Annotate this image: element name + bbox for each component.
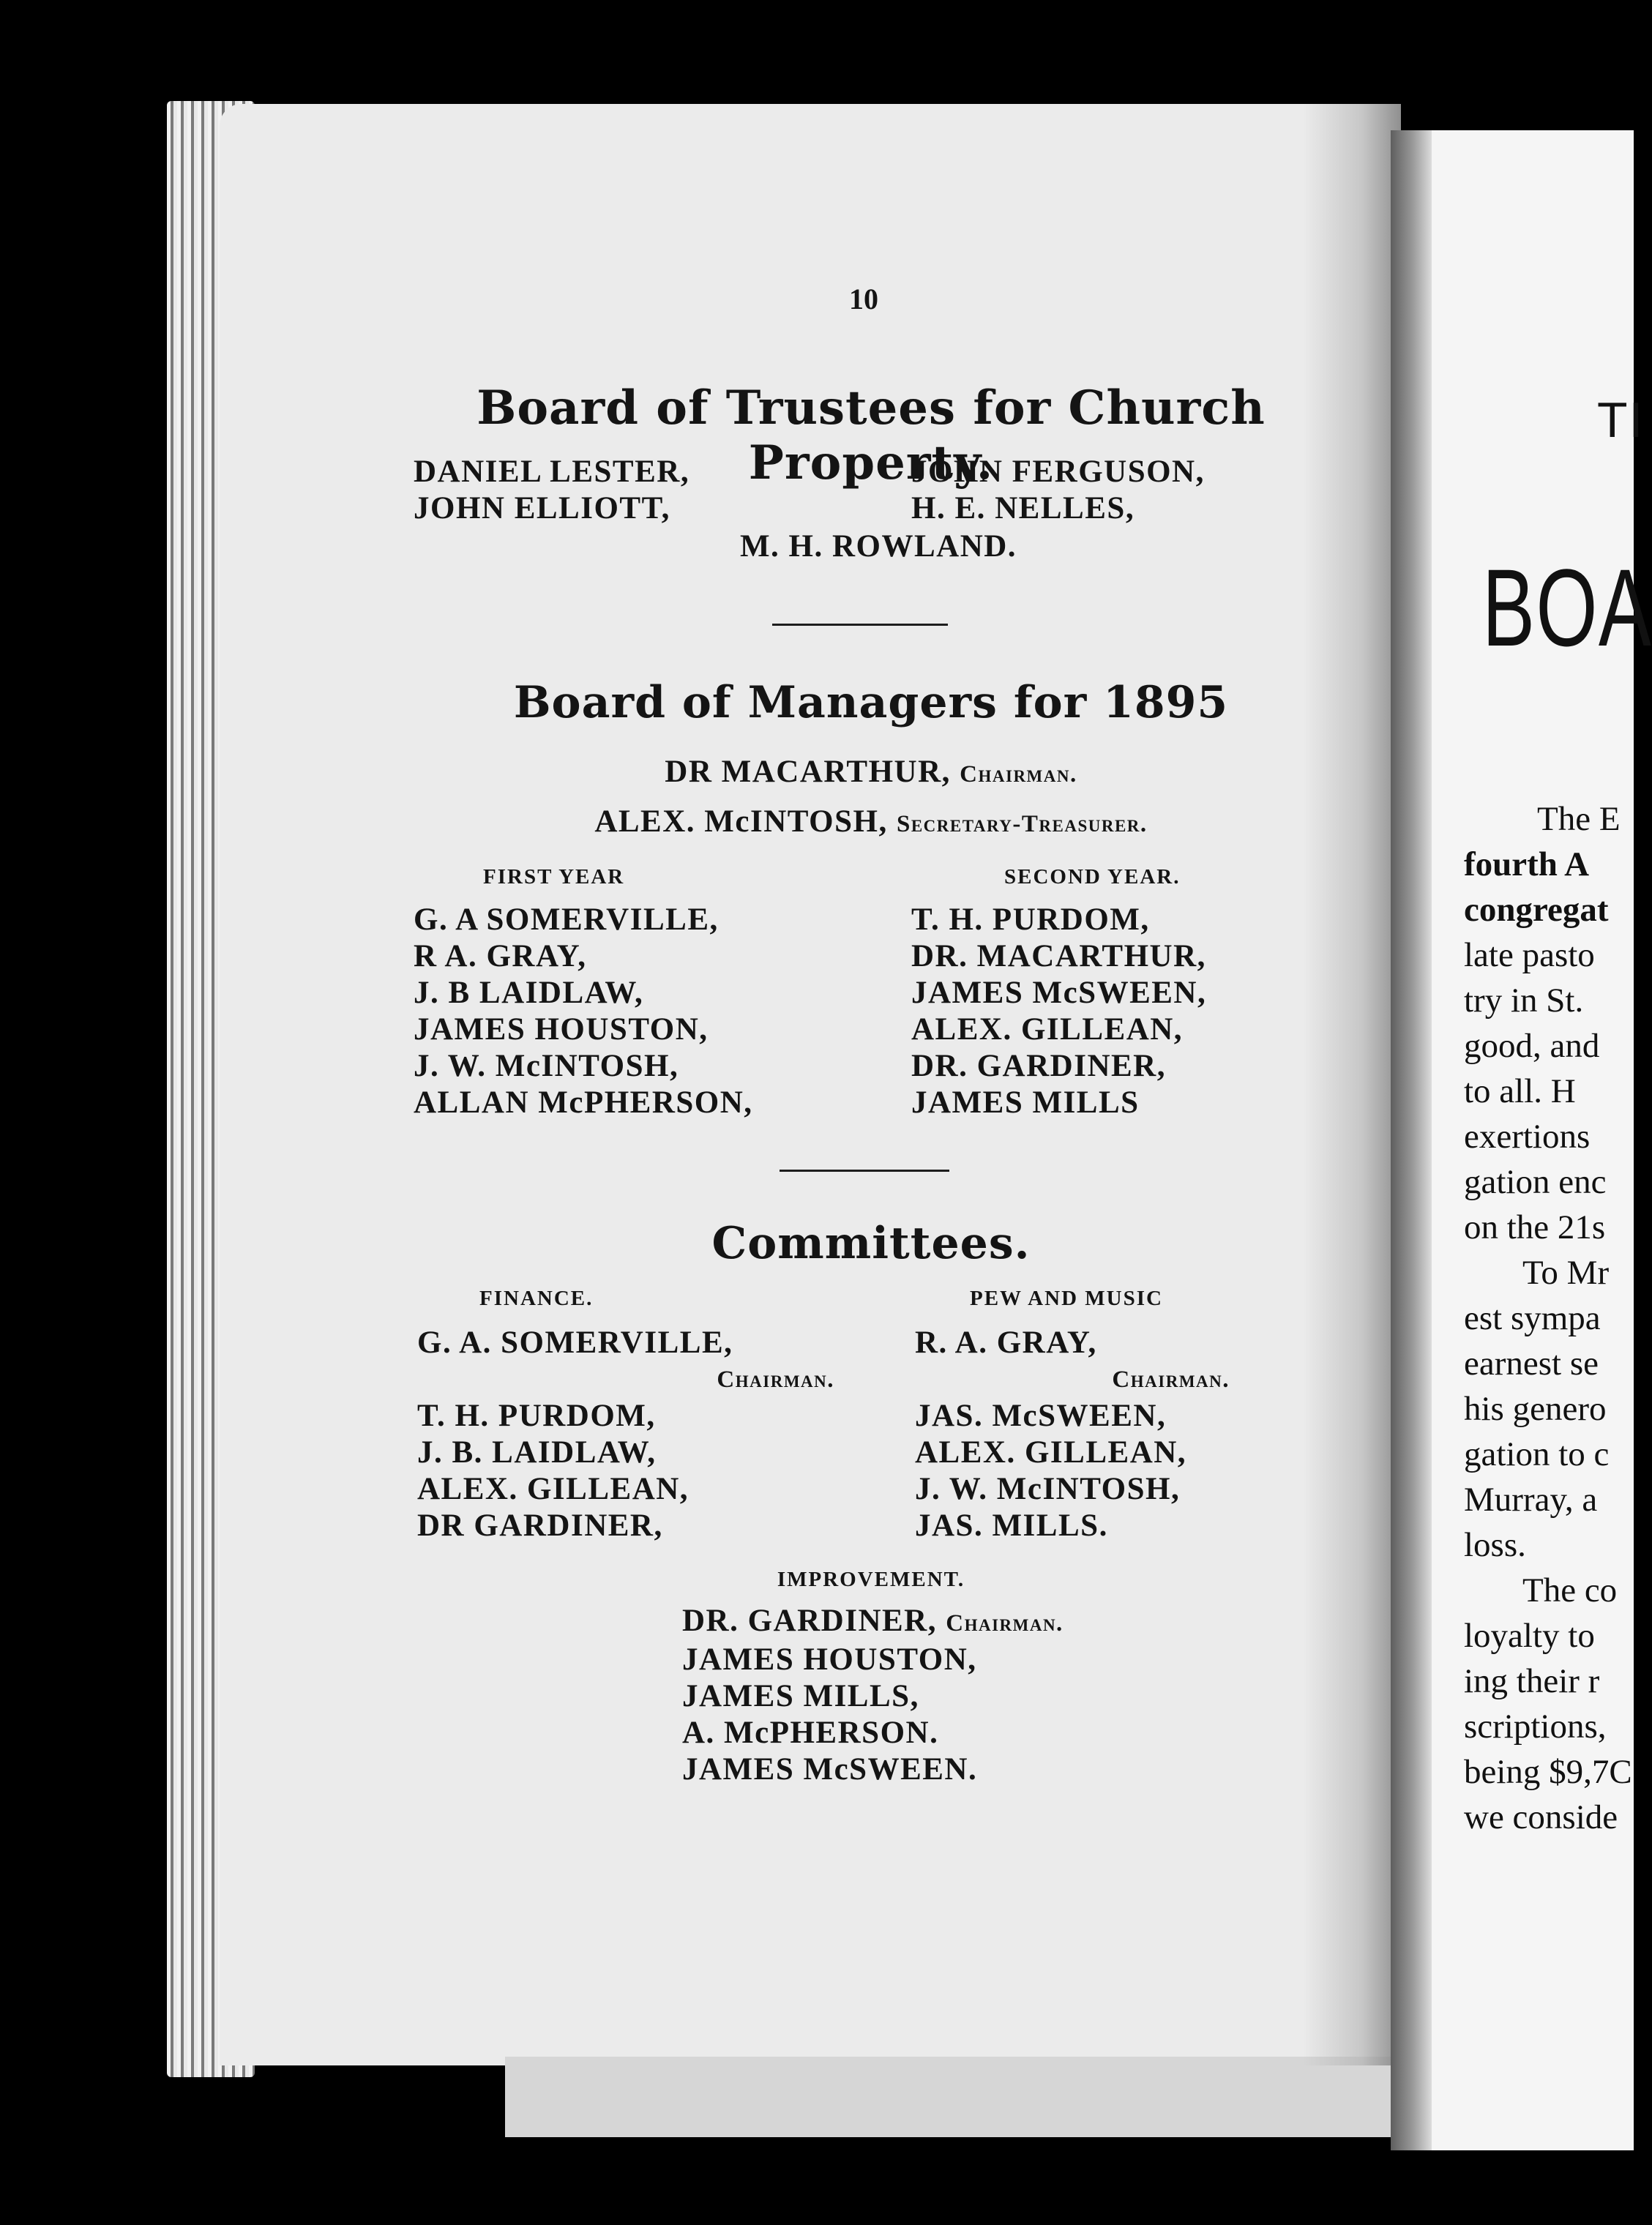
pew-music-committee-list bbox=[915, 1325, 1244, 1544]
body-line: to all. H bbox=[1464, 1072, 1576, 1110]
body-line: we conside bbox=[1464, 1798, 1618, 1836]
body-line: earnest se bbox=[1464, 1345, 1599, 1383]
manager-name: DR. GARDINER, bbox=[911, 1049, 1166, 1083]
trustees-heading: Board of Trustees for Church Property. bbox=[476, 381, 1266, 490]
improvement-chair: DR. GARDINER, bbox=[682, 1604, 937, 1638]
committee-member: ALEX. GILLEAN, bbox=[417, 1472, 689, 1506]
committee-member: JAMES HOUSTON, bbox=[682, 1642, 977, 1677]
committee-member: JAS. McSWEEN, bbox=[915, 1399, 1167, 1433]
chairman-role: Chairman. bbox=[960, 761, 1077, 788]
manager-name: ALEX. GILLEAN, bbox=[911, 1012, 1184, 1047]
managers-chairman-line bbox=[439, 754, 1303, 793]
finance-label: FINANCE. bbox=[479, 1287, 594, 1310]
secretary-role: Secretary-Treasurer. bbox=[896, 811, 1148, 837]
second-year-label: SECOND YEAR. bbox=[1004, 865, 1181, 889]
pew-music-chair: R. A. GRAY, bbox=[915, 1325, 1097, 1360]
manager-name: ALLAN McPHERSON, bbox=[414, 1085, 753, 1120]
committee-member: DR GARDINER, bbox=[417, 1508, 663, 1543]
body-line: congregat bbox=[1464, 891, 1609, 929]
body-line: The E bbox=[1537, 800, 1621, 838]
body-line: being $9,7C bbox=[1464, 1753, 1632, 1791]
manager-name: JAMES McSWEEN, bbox=[911, 976, 1207, 1010]
committee-member: JAMES McSWEEN. bbox=[682, 1752, 978, 1787]
committee-member: JAS. MILLS. bbox=[915, 1508, 1108, 1543]
improvement-chair-role: Chairman. bbox=[946, 1610, 1064, 1637]
improvement-chair-line bbox=[682, 1603, 1064, 1642]
pew-music-chair-role: Chairman. bbox=[1112, 1366, 1230, 1393]
first-year-label: FIRST YEAR bbox=[483, 865, 625, 889]
body-line: gation to c bbox=[1464, 1435, 1610, 1473]
body-line: good, and bbox=[1464, 1027, 1600, 1065]
manager-name: T. H. PURDOM, bbox=[911, 902, 1150, 937]
right-page-top-fragment: TI bbox=[1597, 392, 1645, 448]
managers-secretary-line bbox=[439, 804, 1303, 842]
finance-committee-list bbox=[417, 1325, 864, 1544]
manager-name: J. W. McINTOSH, bbox=[414, 1049, 679, 1083]
manager-name: JAMES MILLS bbox=[911, 1085, 1140, 1120]
finance-chair-role: Chairman. bbox=[717, 1366, 834, 1393]
trustee-name: DANIEL LESTER, bbox=[414, 455, 690, 489]
body-line: scriptions, bbox=[1464, 1708, 1607, 1746]
committee-member: JAMES MILLS, bbox=[682, 1679, 919, 1713]
body-line: fourth A bbox=[1464, 845, 1590, 883]
committee-member: ALEX. GILLEAN, bbox=[915, 1435, 1187, 1470]
committees-heading: Committees. bbox=[711, 1218, 1031, 1269]
divider-rule bbox=[780, 1170, 949, 1172]
body-line: on the 21s bbox=[1464, 1208, 1606, 1246]
right-page-edge bbox=[1391, 130, 1432, 2150]
body-line: try in St. bbox=[1464, 981, 1584, 1020]
body-line: To Mr bbox=[1522, 1254, 1610, 1292]
trustee-name: JOHN ELLIOTT, bbox=[414, 491, 670, 526]
body-line: ing their r bbox=[1464, 1662, 1600, 1700]
body-line: his genero bbox=[1464, 1390, 1607, 1428]
second-year-list bbox=[911, 902, 1206, 1121]
page-bottom-strip bbox=[505, 2057, 1391, 2137]
trustees-right-column bbox=[911, 454, 1205, 527]
body-line: exertions bbox=[1464, 1118, 1591, 1156]
trustee-name: H. E. NELLES, bbox=[911, 491, 1135, 526]
improvement-committee-list bbox=[682, 1603, 1064, 1788]
divider-rule bbox=[772, 624, 948, 626]
body-line: gation enc bbox=[1464, 1163, 1607, 1201]
right-page-title-fragment: BOA bbox=[1482, 546, 1652, 669]
gutter-shadow bbox=[1303, 104, 1401, 2065]
right-page-body bbox=[1464, 796, 1632, 1840]
body-line: Murray, a bbox=[1464, 1481, 1598, 1519]
manager-name: DR. MACARTHUR, bbox=[911, 939, 1206, 973]
body-line: The co bbox=[1522, 1571, 1618, 1609]
first-year-list bbox=[414, 902, 753, 1121]
body-line: late pasto bbox=[1464, 936, 1595, 974]
trustees-left-column bbox=[414, 454, 689, 527]
body-line: est sympa bbox=[1464, 1299, 1601, 1337]
managers-heading: Board of Managers for 1895 bbox=[513, 677, 1229, 728]
committee-member: A. McPHERSON. bbox=[682, 1716, 939, 1750]
manager-name: J. B LAIDLAW, bbox=[414, 976, 644, 1010]
improvement-label: IMPROVEMENT. bbox=[777, 1568, 965, 1591]
page-number: 10 bbox=[849, 283, 878, 315]
trustee-name-centered: M. H. ROWLAND. bbox=[739, 529, 1017, 564]
manager-name: JAMES HOUSTON, bbox=[414, 1012, 709, 1047]
committee-member: J. B. LAIDLAW, bbox=[417, 1435, 657, 1470]
pew-music-label: PEW AND MUSIC bbox=[970, 1287, 1163, 1310]
secretary-name: ALEX. McINTOSH, bbox=[594, 804, 888, 839]
committee-member: T. H. PURDOM, bbox=[417, 1399, 656, 1433]
manager-name: R A. GRAY, bbox=[414, 939, 587, 973]
finance-chair: G. A. SOMERVILLE, bbox=[417, 1325, 733, 1360]
manager-name: G. A SOMERVILLE, bbox=[414, 902, 719, 937]
body-line: loss. bbox=[1464, 1526, 1526, 1564]
trustee-name: JOHN FERGUSON, bbox=[911, 455, 1205, 489]
committee-member: J. W. McINTOSH, bbox=[915, 1472, 1181, 1506]
chairman-name: DR MACARTHUR, bbox=[665, 755, 951, 789]
body-line: loyalty to bbox=[1464, 1617, 1595, 1655]
